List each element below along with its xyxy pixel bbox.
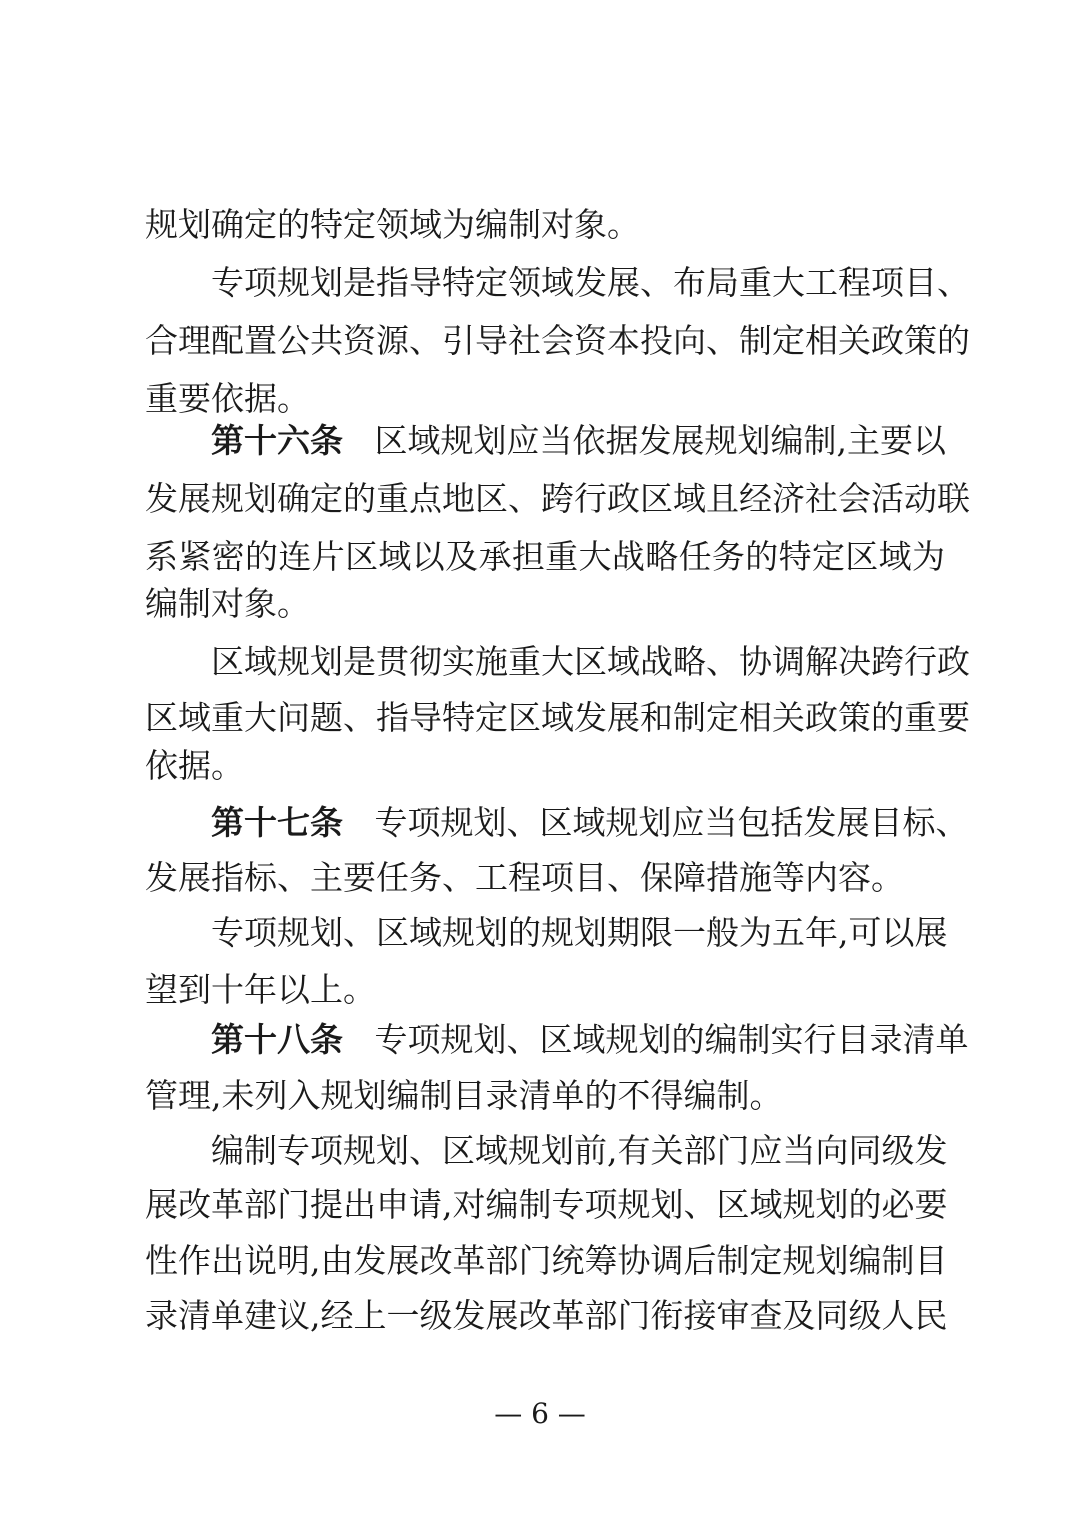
paragraph-line (211, 633, 970, 691)
line-text: 规划确定的特定领域为编制对象。 (145, 205, 640, 244)
paragraph-line (145, 849, 945, 907)
paragraph-line (211, 254, 970, 312)
paragraph-line (145, 470, 970, 528)
paragraph-line (145, 1067, 945, 1125)
paragraph-line (145, 575, 945, 633)
line-text: 区域规划是贯彻实施重大区域战略、协调解决跨行政 (211, 642, 970, 681)
line-text: 重要依据。 (145, 379, 310, 418)
paragraph-line (145, 1287, 948, 1345)
article-18-heading: 第十八条 (211, 1020, 343, 1059)
line-text: 展改革部门提出申请,对编制专项规划、区域规划的必要 (145, 1185, 948, 1224)
line-text: 专项规划、区域规划应当包括发展目标、 (374, 803, 969, 842)
line-text: 依据。 (145, 746, 244, 785)
line-text: 发展规划确定的重点地区、跨行政区域且经济社会活动联 (145, 479, 970, 518)
line-text: 专项规划是指导特定领域发展、布局重大工程项目、 (211, 263, 970, 302)
line-text: 录清单建议,经上一级发展改革部门衔接审查及同级人民 (145, 1296, 948, 1335)
line-text: 区域规划应当依据发展规划编制,主要以 (374, 421, 946, 460)
paragraph-line (211, 904, 948, 962)
line-text: 发展指标、主要任务、工程项目、保障措施等内容。 (145, 858, 904, 897)
line-text: 管理,未列入规划编制目录清单的不得编制。 (145, 1076, 783, 1115)
line-text: 系紧密的连片区域以及承担重大战略任务的特定区域为 (145, 537, 945, 576)
article-line (211, 1011, 969, 1069)
article-17-heading: 第十七条 (211, 803, 343, 842)
line-text: 编制对象。 (145, 584, 310, 623)
article-line (211, 794, 969, 852)
line-text: 合理配置公共资源、引导社会资本投向、制定相关政策的 (145, 321, 970, 360)
line-text: 望到十年以上。 (145, 970, 376, 1009)
paragraph-line (145, 196, 945, 254)
line-text: 编制专项规划、区域规划前,有关部门应当向同级发 (211, 1131, 948, 1170)
line-text: 专项规划、区域规划的规划期限一般为五年,可以展 (211, 913, 948, 952)
paragraph-line (145, 737, 945, 795)
paragraph-line (211, 1122, 948, 1180)
line-text: 性作出说明,由发展改革部门统筹协调后制定规划编制目 (145, 1241, 948, 1280)
article-16-heading: 第十六条 (211, 421, 343, 460)
paragraph-line (145, 312, 970, 370)
line-text: 区域重大问题、指导特定区域发展和制定相关政策的重要 (145, 698, 970, 737)
page-number: — 6 — (494, 1397, 586, 1430)
line-text: 专项规划、区域规划的编制实行目录清单 (374, 1020, 969, 1059)
article-line (211, 412, 945, 470)
paragraph-line (145, 1176, 948, 1234)
paragraph-line (145, 1232, 948, 1290)
